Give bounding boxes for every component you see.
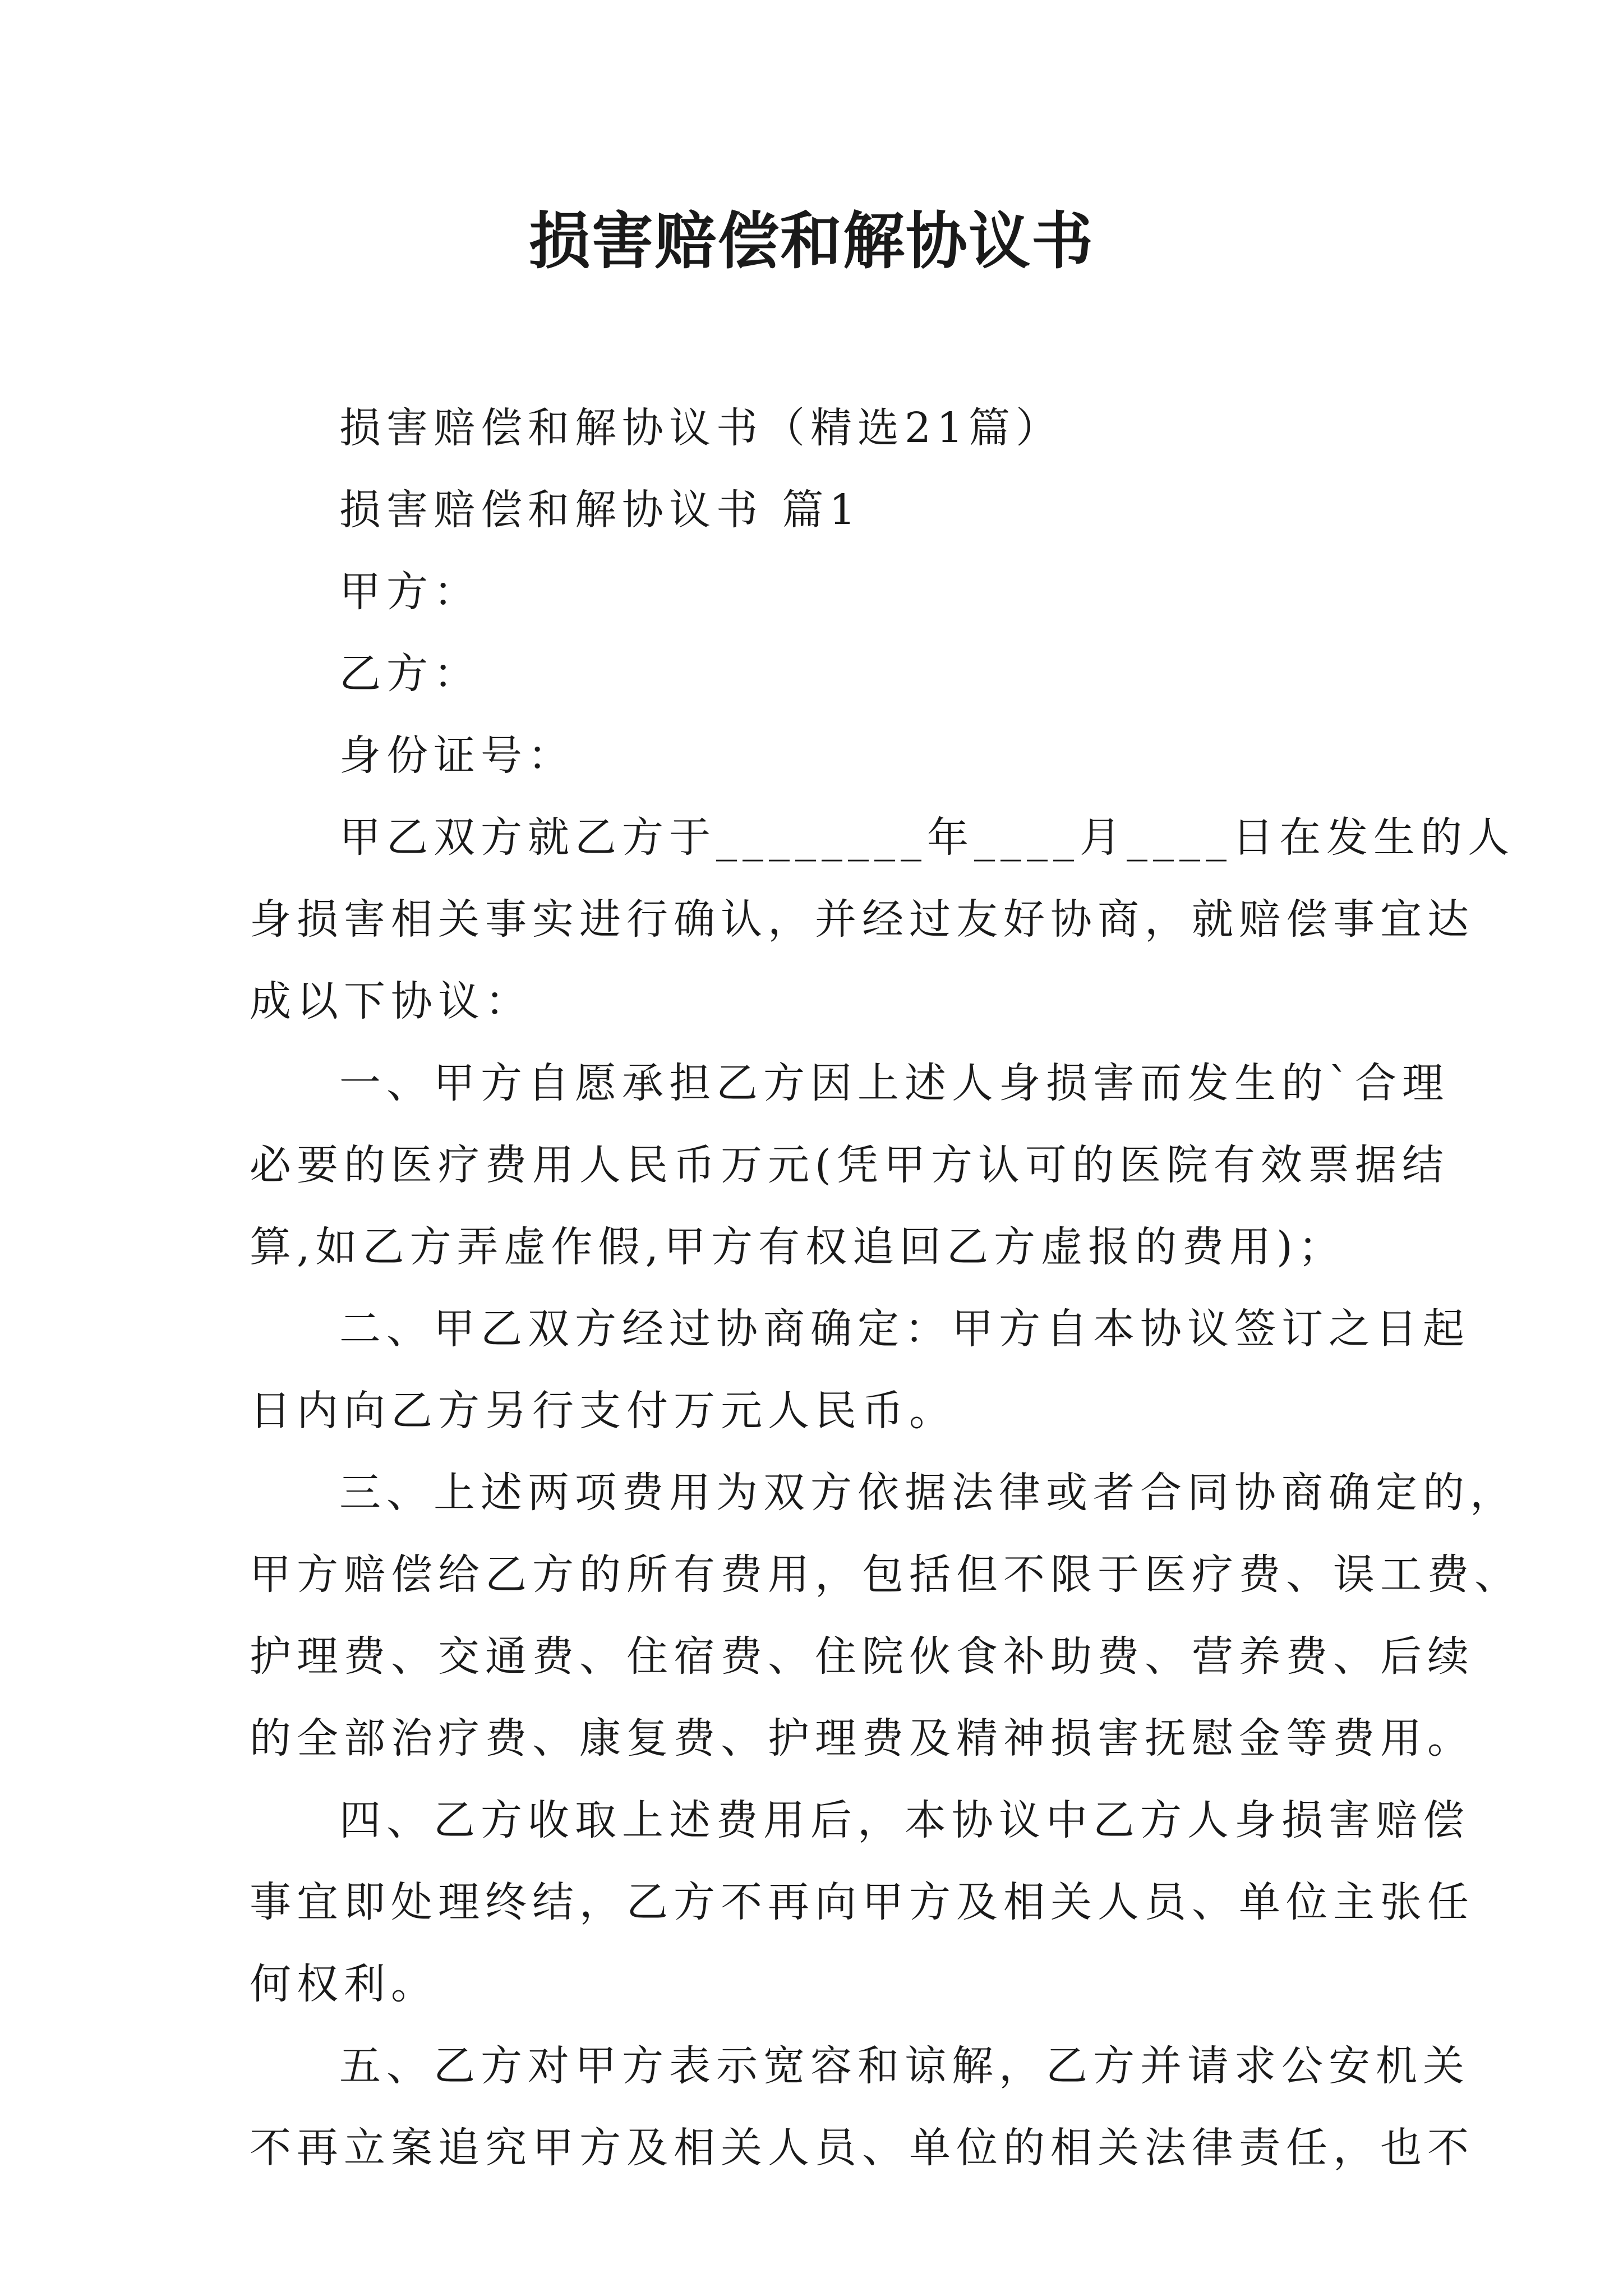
paragraph-line: 身损害相关事实进行确认，并经过友好协商，就赔偿事宜达 [250, 895, 1474, 944]
document-title: 损害赔偿和解协议书 [529, 205, 1094, 277]
clause-4-line: 事宜即处理终结，乙方不再向甲方及相关人员、单位主张任 [250, 1878, 1474, 1926]
clause-1-line: 必要的医疗费用人民币万元(凭甲方认可的医院有效票据结 [250, 1141, 1449, 1189]
party-a-field: 甲方： [339, 568, 481, 616]
party-b-field: 乙方： [339, 650, 481, 698]
clause-3-line: 甲方赔偿给乙方的所有费用，包括但不限于医疗费、误工费、 [250, 1550, 1521, 1599]
clause-3-line: 的全部治疗费、康复费、护理费及精神损害抚慰金等费用。 [250, 1714, 1474, 1763]
clause-3-line: 护理费、交通费、住宿费、住院伙食补助费、营养费、后续 [250, 1632, 1474, 1681]
clause-1-line: 一、甲方自愿承担乙方因上述人身损害而发生的`合理 [339, 1059, 1449, 1107]
clause-5-line: 五、乙方对甲方表示宽容和谅解，乙方并请求公安机关 [339, 2042, 1470, 2090]
clause-2-line: 二、甲乙双方经过协商确定：甲方自本协议签订之日起 [339, 1305, 1470, 1353]
section-heading: 损害赔偿和解协议书 篇1 [339, 486, 861, 534]
paragraph-line: 甲乙双方就乙方于________年____月____日在发生的人 [339, 813, 1515, 862]
id-number-field: 身份证号： [339, 731, 575, 780]
clause-4-line: 四、乙方收取上述费用后，本协议中乙方人身损害赔偿 [339, 1796, 1470, 1844]
paragraph-line: 成以下协议： [250, 977, 532, 1025]
clause-4-line: 何权利。 [250, 1960, 438, 2008]
clause-2-line: 日内向乙方另行支付万元人民币。 [250, 1387, 956, 1435]
clause-5-line: 不再立案追究甲方及相关人员、单位的相关法律责任，也不 [250, 2124, 1474, 2172]
subtitle-line: 损害赔偿和解协议书（精选21篇） [339, 404, 1063, 452]
clause-3-line: 三、上述两项费用为双方依据法律或者合同协商确定的， [339, 1469, 1517, 1517]
clause-1-line: 算,如乙方弄虚作假,甲方有权追回乙方虚报的费用)； [250, 1223, 1345, 1271]
